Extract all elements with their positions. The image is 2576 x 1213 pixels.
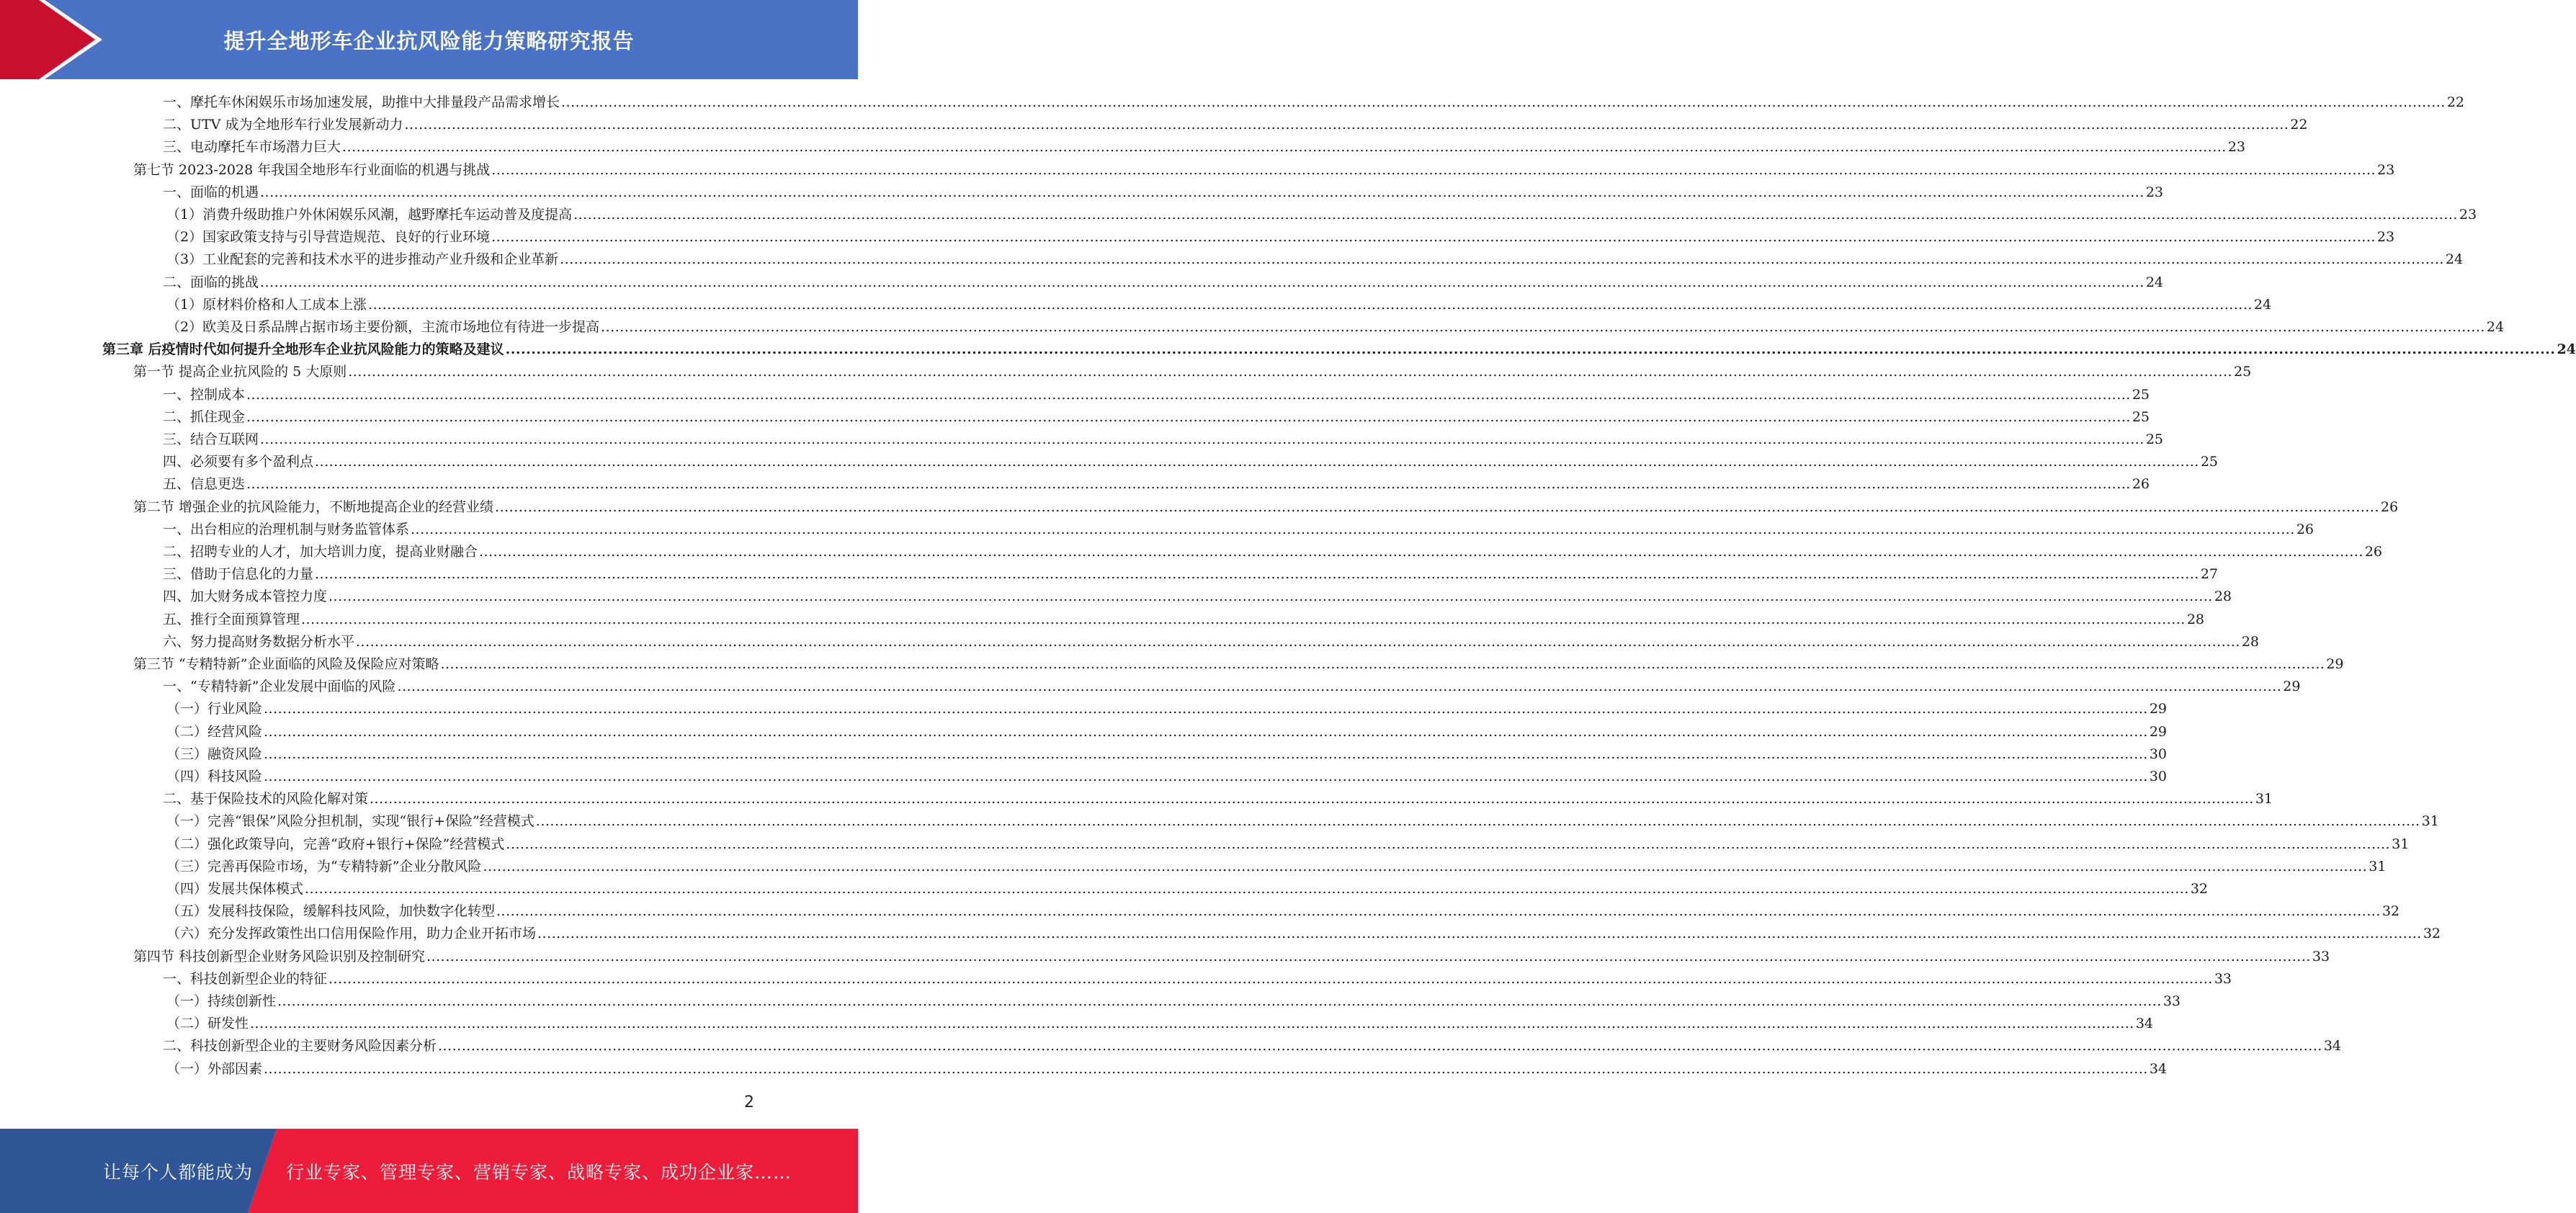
toc-leader-dots: ................................................................................................................................................................................................................................................................................................................................................................................................................ — [561, 94, 2446, 110]
toc-entry-label: 四、加大财务成本管控力度 — [163, 588, 328, 605]
toc-leader-dots: ................................................................................................................................................................................................................................................................................................................................................................................................................ — [260, 274, 2145, 290]
toc-leader-dots: ................................................................................................................................................................................................................................................................................................................................................................................................................ — [250, 1016, 2134, 1032]
toc-entry-label: 五、信息更迭 — [163, 476, 246, 493]
toc-entry-label: 二、科技创新型企业的主要财务风险因素分析 — [163, 1038, 437, 1055]
toc-entry-label: （二）经营风险 — [166, 723, 263, 740]
toc-leader-dots: ................................................................................................................................................................................................................................................................................................................................................................................................................ — [440, 656, 2325, 672]
toc-entry[interactable] — [166, 810, 2439, 833]
toc-leader-dots: ................................................................................................................................................................................................................................................................................................................................................................................................................ — [397, 679, 2282, 695]
toc-entry-page: 31 — [2369, 858, 2387, 874]
toc-entry[interactable] — [166, 294, 2272, 316]
toc-entry-page: 30 — [2149, 769, 2168, 784]
toc-leader-dots: ................................................................................................................................................................................................................................................................................................................................................................................................................ — [368, 296, 2253, 313]
toc-entry-label: 二、UTV 成为全地形车行业发展新动力 — [163, 117, 403, 133]
toc-entry[interactable] — [163, 91, 2465, 114]
toc-leader-dots: ................................................................................................................................................................................................................................................................................................................................................................................................................ — [348, 364, 2233, 380]
toc-entry-label: （一）完善“银保”风险分担机制，实现“银行+保险”经营模式 — [166, 813, 535, 830]
toc-entry-label: （一）持续创新性 — [166, 993, 277, 1009]
page-header — [0, 0, 858, 79]
toc-entry-page: 28 — [2241, 633, 2260, 650]
toc-leader-dots: ................................................................................................................................................................................................................................................................................................................................................................................................................ — [370, 791, 2254, 807]
toc-entry-label: 三、借助于信息化的力量 — [163, 566, 314, 583]
toc-entry-label: （一）外部因素 — [166, 1060, 263, 1077]
toc-entry[interactable] — [163, 429, 2164, 451]
footer-slogan-left: 让每个人都能成为 — [103, 1161, 254, 1183]
toc-entry-label: （3）工业配套的完善和技术水平的进步推动产业升级和企业革新 — [166, 251, 559, 268]
toc-leader-dots: ................................................................................................................................................................................................................................................................................................................................................................................................................ — [438, 1038, 2322, 1055]
toc-entry[interactable] — [166, 743, 2168, 766]
toc-entry[interactable] — [166, 878, 2209, 900]
toc-entry-page: 22 — [2290, 117, 2308, 133]
toc-entry-page: 29 — [2326, 656, 2344, 672]
toc-leader-dots: ................................................................................................................................................................................................................................................................................................................................................................................................................ — [535, 813, 2420, 830]
toc-entry[interactable] — [163, 968, 2232, 990]
toc-entry-page: 26 — [2132, 476, 2150, 493]
toc-entry-page: 25 — [2132, 386, 2150, 403]
toc-entry-page: 26 — [2364, 544, 2383, 560]
toc-entry-label: 一、面临的机遇 — [163, 184, 259, 200]
toc-entry[interactable] — [102, 339, 2576, 361]
toc-leader-dots: ................................................................................................................................................................................................................................................................................................................................................................................................................ — [479, 544, 2363, 560]
toc-leader-dots: ................................................................................................................................................................................................................................................................................................................................................................................................................ — [491, 161, 2376, 178]
toc-entry[interactable] — [166, 226, 2395, 249]
toc-entry-label: （四）科技风险 — [166, 769, 263, 784]
toc-entry-page: 29 — [2283, 679, 2301, 695]
toc-leader-dots: ................................................................................................................................................................................................................................................................................................................................................................................................................ — [411, 521, 2295, 537]
toc-entry[interactable] — [133, 946, 2330, 968]
toc-leader-dots: ................................................................................................................................................................................................................................................................................................................................................................................................................ — [246, 476, 2131, 493]
toc-entry-page: 24 — [2253, 296, 2272, 313]
toc-leader-dots: ................................................................................................................................................................................................................................................................................................................................................................................................................ — [560, 251, 2444, 268]
report-title: 提升全地形车企业抗风险能力策略研究报告 — [223, 28, 635, 53]
toc-leader-dots: ................................................................................................................................................................................................................................................................................................................................................................................................................ — [264, 723, 2148, 740]
toc-entry[interactable] — [166, 721, 2168, 743]
toc-entry-label: （二）强化政策导向，完善“政府+银行+保险”经营模式 — [166, 836, 505, 852]
toc-entry[interactable] — [166, 1058, 2168, 1080]
toc-entry-page: 25 — [2200, 454, 2219, 470]
toc-entry[interactable] — [166, 249, 2464, 271]
toc-entry-page: 24 — [2445, 251, 2464, 268]
toc-entry-page: 31 — [2255, 791, 2273, 807]
toc-entry[interactable] — [133, 653, 2344, 676]
toc-entry-page: 32 — [2423, 926, 2441, 942]
toc-entry-label: （三）融资风险 — [166, 746, 263, 762]
toc-entry-label: 四、必须要有多个盈利点 — [163, 454, 314, 470]
toc-leader-dots: ................................................................................................................................................................................................................................................................................................................................................................................................................ — [426, 948, 2311, 964]
toc-entry[interactable] — [133, 159, 2395, 182]
toc-entry-label: （一）行业风险 — [166, 701, 263, 717]
toc-entry-label: （1）原材料价格和人工成本上涨 — [166, 296, 367, 313]
toc-leader-dots: ................................................................................................................................................................................................................................................................................................................................................................................................................ — [277, 993, 2162, 1009]
toc-leader-dots: ................................................................................................................................................................................................................................................................................................................................................................................................................ — [315, 454, 2199, 470]
toc-leader-dots: ................................................................................................................................................................................................................................................................................................................................................................................................................ — [506, 836, 2391, 852]
toc-entry-page: 33 — [2214, 970, 2232, 987]
toc-entry[interactable] — [163, 788, 2273, 810]
toc-entry-page: 30 — [2149, 746, 2168, 762]
toc-entry-label: 第四节 科技创新型企业财务风险识别及控制研究 — [133, 948, 426, 964]
toc-entry[interactable] — [133, 496, 2399, 519]
toc-entry[interactable] — [166, 900, 2400, 923]
toc-entry-label: 第一节 提高企业抗风险的 5 大原则 — [133, 364, 347, 380]
toc-entry-label: 三、结合互联网 — [163, 431, 259, 447]
toc-entry-page: 24 — [2145, 274, 2164, 290]
toc-entry[interactable] — [163, 136, 2246, 158]
toc-entry[interactable] — [163, 451, 2219, 473]
toc-entry-label: 二、招聘专业的人才，加大培训力度，提高业财融合 — [163, 544, 478, 560]
toc-entry-label: （2）国家政策支持与引导营造规范、良好的行业环境 — [166, 229, 491, 246]
toc-entry-page: 34 — [2135, 1016, 2154, 1032]
toc-leader-dots: ................................................................................................................................................................................................................................................................................................................................................................................................................ — [537, 926, 2422, 942]
toc-entry[interactable] — [163, 541, 2383, 563]
toc-entry[interactable] — [166, 316, 2505, 339]
toc-entry-page: 22 — [2446, 94, 2465, 110]
toc-entry-label: 第三节 “专精特新”企业面临的风险及保险应对策略 — [133, 656, 439, 672]
toc-entry-page: 27 — [2200, 566, 2219, 583]
toc-entry-label: 第七节 2023-2028 年我国全地形车行业面临的机遇与挑战 — [133, 161, 491, 178]
toc-entry-label: （2）欧美及日系品牌占据市场主要份额，主流市场地位有待进一步提高 — [166, 319, 600, 335]
toc-leader-dots: ................................................................................................................................................................................................................................................................................................................................................................................................................ — [601, 319, 2485, 335]
toc-leader-dots: ................................................................................................................................................................................................................................................................................................................................................................................................................ — [495, 498, 2379, 515]
toc-entry[interactable] — [166, 1013, 2154, 1035]
page-number: 2 — [744, 1093, 754, 1111]
toc-entry-page: 32 — [2190, 881, 2209, 897]
toc-leader-dots: ................................................................................................................................................................................................................................................................................................................................................................................................................ — [260, 431, 2145, 447]
toc-entry-label: 三、电动摩托车市场潜力巨大 — [163, 139, 341, 156]
toc-entry-page: 24 — [2486, 319, 2505, 335]
toc-leader-dots: ................................................................................................................................................................................................................................................................................................................................................................................................................ — [246, 408, 2131, 425]
toc-entry[interactable] — [133, 361, 2252, 383]
toc-entry-page: 31 — [2421, 813, 2439, 830]
toc-entry-label: （六）充分发挥政策性出口信用保险作用，助力企业开拓市场 — [166, 926, 537, 942]
toc-entry-page: 29 — [2149, 723, 2168, 740]
toc-entry[interactable] — [163, 563, 2219, 586]
toc-leader-dots: ................................................................................................................................................................................................................................................................................................................................................................................................................ — [328, 588, 2213, 605]
toc-leader-dots: ................................................................................................................................................................................................................................................................................................................................................................................................................ — [573, 207, 2458, 223]
toc-entry-page: 34 — [2149, 1060, 2168, 1077]
toc-entry[interactable] — [166, 856, 2387, 878]
toc-entry-page: 23 — [2145, 184, 2164, 200]
toc-leader-dots: ................................................................................................................................................................................................................................................................................................................................................................................................................ — [264, 746, 2148, 762]
toc-entry-page: 25 — [2234, 364, 2252, 380]
toc-entry[interactable] — [163, 1035, 2342, 1057]
toc-entry-page: 23 — [2459, 207, 2477, 223]
toc-entry[interactable] — [166, 204, 2477, 226]
toc-entry-label: 一、摩托车休闲娱乐市场加速发展，助推中大排量段产品需求增长 — [163, 94, 560, 110]
toc-leader-dots: ................................................................................................................................................................................................................................................................................................................................................................................................................ — [496, 903, 2381, 920]
toc-entry-label: 一、“专精特新”企业发展中面临的风险 — [163, 679, 396, 695]
toc-entry-label: （1）消费升级助推户外休闲娱乐风潮，越野摩托车运动普及度提高 — [166, 207, 573, 223]
toc-entry[interactable] — [166, 923, 2441, 945]
toc-entry-page: 33 — [2163, 993, 2181, 1009]
toc-entry[interactable] — [163, 609, 2205, 631]
toc-entry-page: 26 — [2296, 521, 2315, 537]
toc-entry-label: 第二节 增强企业的抗风险能力，不断地提高企业的经营业绩 — [133, 498, 494, 515]
toc-entry[interactable] — [163, 272, 2164, 294]
toc-entry-label: 一、科技创新型企业的特征 — [163, 970, 328, 987]
toc-entry-page: 31 — [2392, 836, 2410, 852]
toc-leader-dots: ................................................................................................................................................................................................................................................................................................................................................................................................................ — [264, 701, 2148, 717]
toc-entry-page: 25 — [2145, 431, 2164, 447]
toc-entry[interactable] — [163, 114, 2308, 136]
toc-entry-label: （五）发展科技保险，缓解科技风险，加快数字化转型 — [166, 903, 496, 920]
toc-entry-label: 六、努力提高财务数据分析水平 — [163, 633, 355, 650]
toc-leader-dots: ................................................................................................................................................................................................................................................................................................................................................................................................................ — [505, 341, 2556, 358]
toc-entry[interactable] — [163, 182, 2164, 204]
toc-entry-label: （二）研发性 — [166, 1016, 249, 1032]
toc-leader-dots: ................................................................................................................................................................................................................................................................................................................................................................................................................ — [315, 566, 2199, 583]
toc-entry[interactable] — [163, 406, 2150, 429]
toc-entry[interactable] — [166, 833, 2410, 856]
toc-entry-label: （三）完善再保险市场，为“专精特新”企业分散风险 — [166, 858, 482, 874]
toc-entry-page: 34 — [2323, 1038, 2342, 1055]
toc-leader-dots: ................................................................................................................................................................................................................................................................................................................................................................................................................ — [483, 858, 2368, 874]
toc-entry-page: 32 — [2382, 903, 2400, 920]
toc-entry[interactable] — [166, 766, 2168, 788]
toc-leader-dots: ................................................................................................................................................................................................................................................................................................................................................................................................................ — [491, 229, 2376, 246]
toc-entry-label: 五、推行全面预算管理 — [163, 611, 300, 627]
toc-entry[interactable] — [163, 519, 2315, 541]
page-footer — [0, 1129, 858, 1213]
header-arrow-icon — [0, 0, 115, 79]
toc-entry-label: 一、控制成本 — [163, 386, 246, 403]
toc-entry[interactable] — [166, 990, 2181, 1013]
toc-entry-page: 33 — [2312, 948, 2330, 964]
toc-leader-dots: ................................................................................................................................................................................................................................................................................................................................................................................................................ — [260, 184, 2145, 200]
toc-entry-page: 25 — [2132, 408, 2150, 425]
footer-slogan-right: 行业专家、管理专家、营销专家、战略专家、成功企业家…… — [286, 1161, 792, 1183]
toc-entry[interactable] — [163, 384, 2150, 406]
toc-entry-label: 一、出台相应的治理机制与财务监管体系 — [163, 521, 410, 537]
toc-entry-page: 23 — [2376, 229, 2395, 246]
toc-entry[interactable] — [166, 698, 2168, 720]
toc-entry-label: 二、抓住现金 — [163, 408, 246, 425]
toc-entry-label: 二、面临的挑战 — [163, 274, 259, 290]
toc-entry-page: 29 — [2149, 701, 2168, 717]
toc-entry[interactable] — [163, 631, 2260, 653]
toc-entry-label: （四）发展共保体模式 — [166, 881, 304, 897]
toc-entry-label: 第三章 后疫情时代如何提升全地形车企业抗风险能力的策略及建议 — [102, 341, 504, 358]
toc-leader-dots: ................................................................................................................................................................................................................................................................................................................................................................................................................ — [356, 633, 2240, 650]
toc-leader-dots: ................................................................................................................................................................................................................................................................................................................................................................................................................ — [342, 139, 2227, 156]
toc-leader-dots: ................................................................................................................................................................................................................................................................................................................................................................................................................ — [305, 881, 2189, 897]
toc-entry-page: 23 — [2377, 161, 2395, 178]
toc-entry-page: 24 — [2557, 341, 2576, 358]
toc-entry-label: 二、基于保险技术的风险化解对策 — [163, 791, 369, 807]
toc-leader-dots: ................................................................................................................................................................................................................................................................................................................................................................................................................ — [264, 769, 2148, 784]
toc-entry-page: 26 — [2380, 498, 2399, 515]
toc-entry-page: 28 — [2186, 611, 2205, 627]
toc-entry-page: 23 — [2227, 139, 2246, 156]
toc-leader-dots: ................................................................................................................................................................................................................................................................................................................................................................................................................ — [404, 117, 2289, 133]
toc-entry[interactable] — [163, 586, 2232, 608]
toc-leader-dots: ................................................................................................................................................................................................................................................................................................................................................................................................................ — [301, 611, 2186, 627]
toc-entry-page: 28 — [2214, 588, 2232, 605]
toc-leader-dots: ................................................................................................................................................................................................................................................................................................................................................................................................................ — [246, 386, 2131, 403]
toc-entry[interactable] — [163, 473, 2150, 496]
toc-entry[interactable] — [163, 676, 2301, 698]
toc-leader-dots: ................................................................................................................................................................................................................................................................................................................................................................................................................ — [328, 970, 2213, 987]
toc-leader-dots: ................................................................................................................................................................................................................................................................................................................................................................................................................ — [264, 1060, 2148, 1077]
